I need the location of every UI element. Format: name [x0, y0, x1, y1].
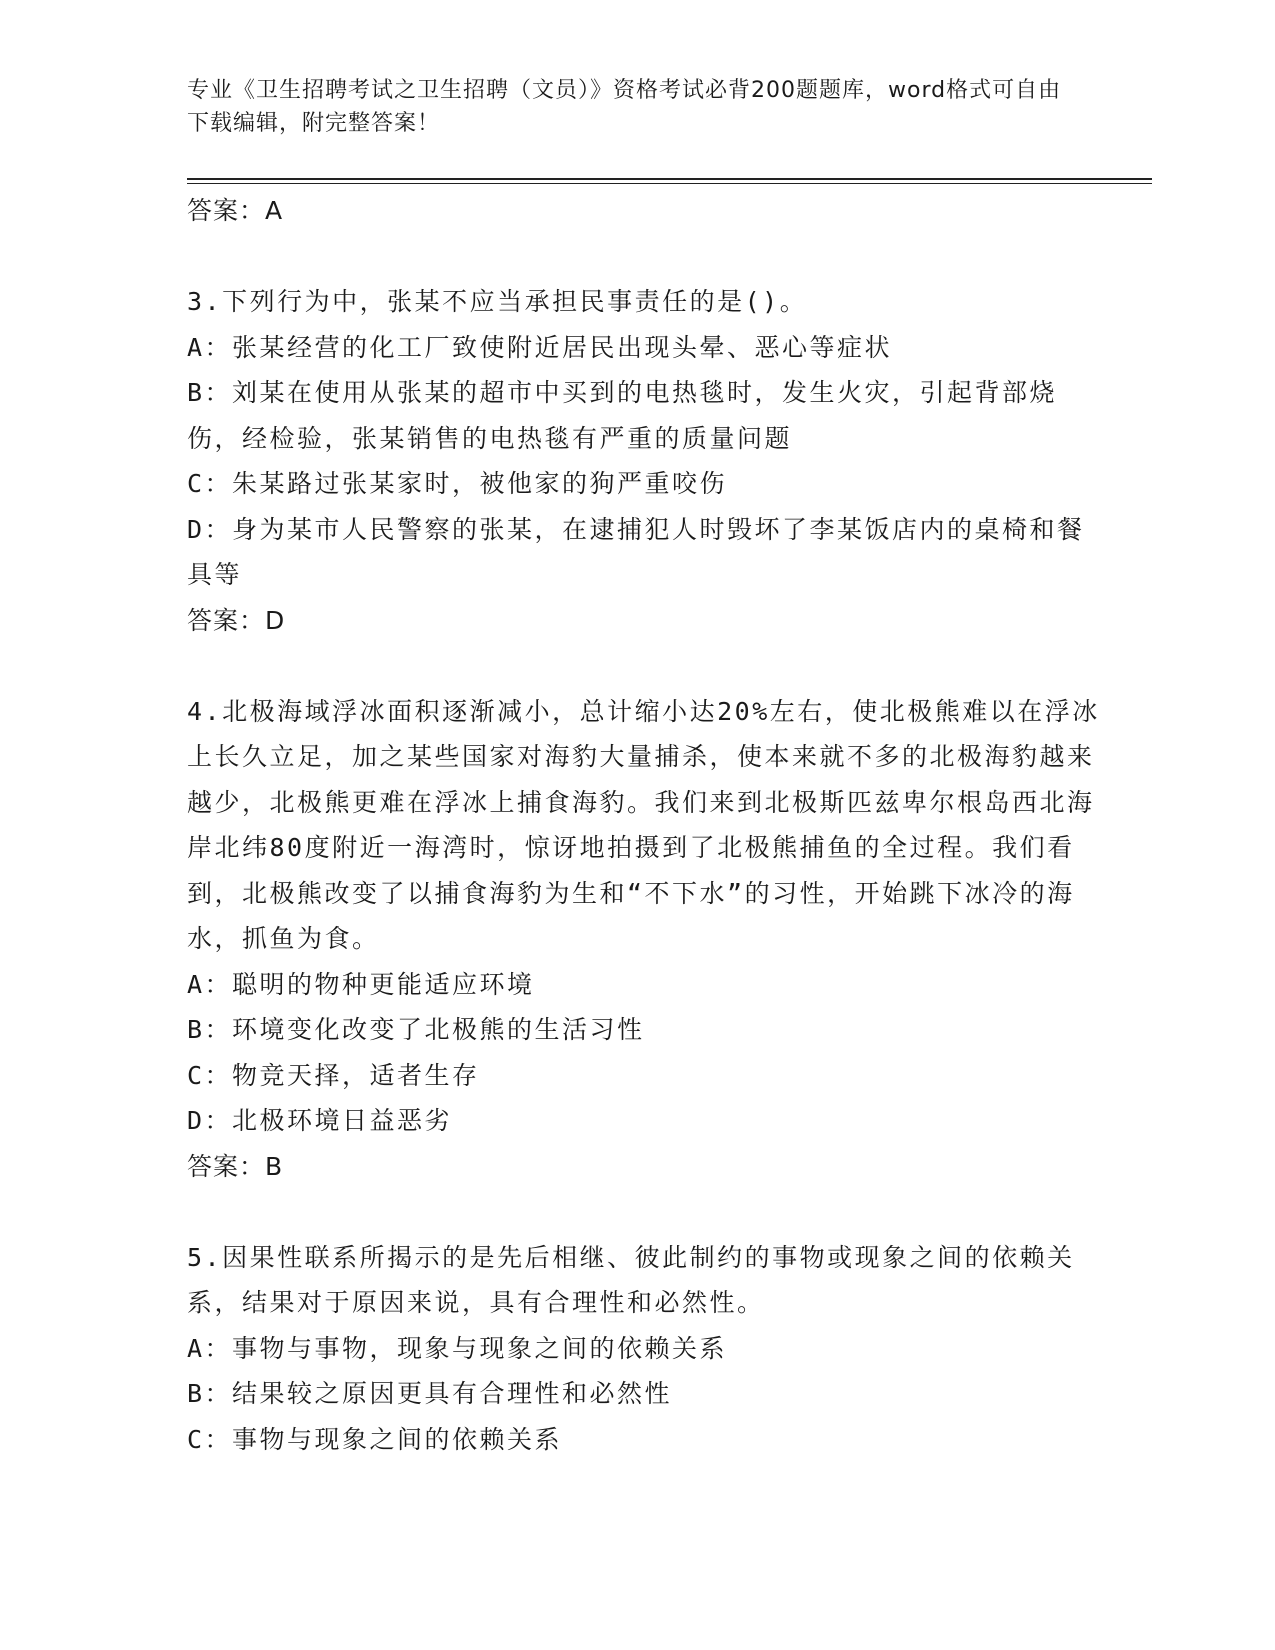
header-divider-thick [187, 178, 1152, 180]
answer-line: 答案：D [187, 605, 286, 635]
answer-line: 答案：A [187, 196, 284, 225]
option-c: C：事物与现象之间的依赖关系 [187, 1424, 563, 1454]
question-stem: 3.下列行为中，张某不应当承担民事责任的是()。 [187, 287, 808, 316]
spacer [187, 234, 1107, 280]
option-a: A：事物与事物，现象与现象之间的依赖关系 [187, 1333, 728, 1363]
document-header: 专业《卫生招聘考试之卫生招聘（文员）》资格考试必背200题题库，word格式可自由下载编辑，附完整答案！ [187, 78, 1062, 136]
option-b: B：刘某在使用从张某的超市中买到的电热毯时，发生火灾，引起背部烧伤，经检验，张某销售的电热毯有严重的质量问题 [187, 378, 1058, 453]
answer-line: 答案：B [187, 1151, 284, 1181]
header-divider-thin [187, 183, 1152, 184]
option-b: B：结果较之原因更具有合理性和必然性 [187, 1379, 673, 1408]
spacer [187, 1189, 1107, 1235]
spacer [187, 643, 1107, 689]
option-c: C：朱某路过张某家时，被他家的狗严重咬伤 [187, 469, 728, 498]
question-list [187, 188, 1107, 1462]
question-stem: 5.因果性联系所揭示的是先后相继、彼此制约的事物或现象之间的依赖关系，结果对于原因来说，具有合理性和必然性。 [187, 1242, 1075, 1317]
option-c: C：物竞天择，适者生存 [187, 1060, 480, 1090]
option-b: B：环境变化改变了北极熊的生活习性 [187, 1015, 645, 1044]
option-a: A：张某经营的化工厂致使附近居民出现头晕、恶心等症状 [187, 332, 893, 362]
question-stem: 4.北极海域浮冰面积逐渐减小，总计缩小达20%左右，使北极熊难以在浮冰上长久立足，加之某些国家对海豹大量捕杀，使本来就不多的北极海豹越来越少，北极熊更难在浮冰上捕食海豹。我们来到北极斯匹兹卑尔根岛西北海岸北纬80度附近一海湾时，惊讶地拍摄到了北极熊捕鱼的全过程。我们看到，北极熊改变了以捕食海豹为生和“不下水”的习性，开始跳下冰冷的海水，抓鱼为食。 [187, 696, 1100, 953]
option-d: D：北极环境日益恶劣 [187, 1106, 453, 1135]
option-d: D：身为某市人民警察的张某，在逮捕犯人时毁坏了李某饭店内的桌椅和餐具等 [187, 514, 1085, 589]
option-a: A：聪明的物种更能适应环境 [187, 969, 535, 999]
